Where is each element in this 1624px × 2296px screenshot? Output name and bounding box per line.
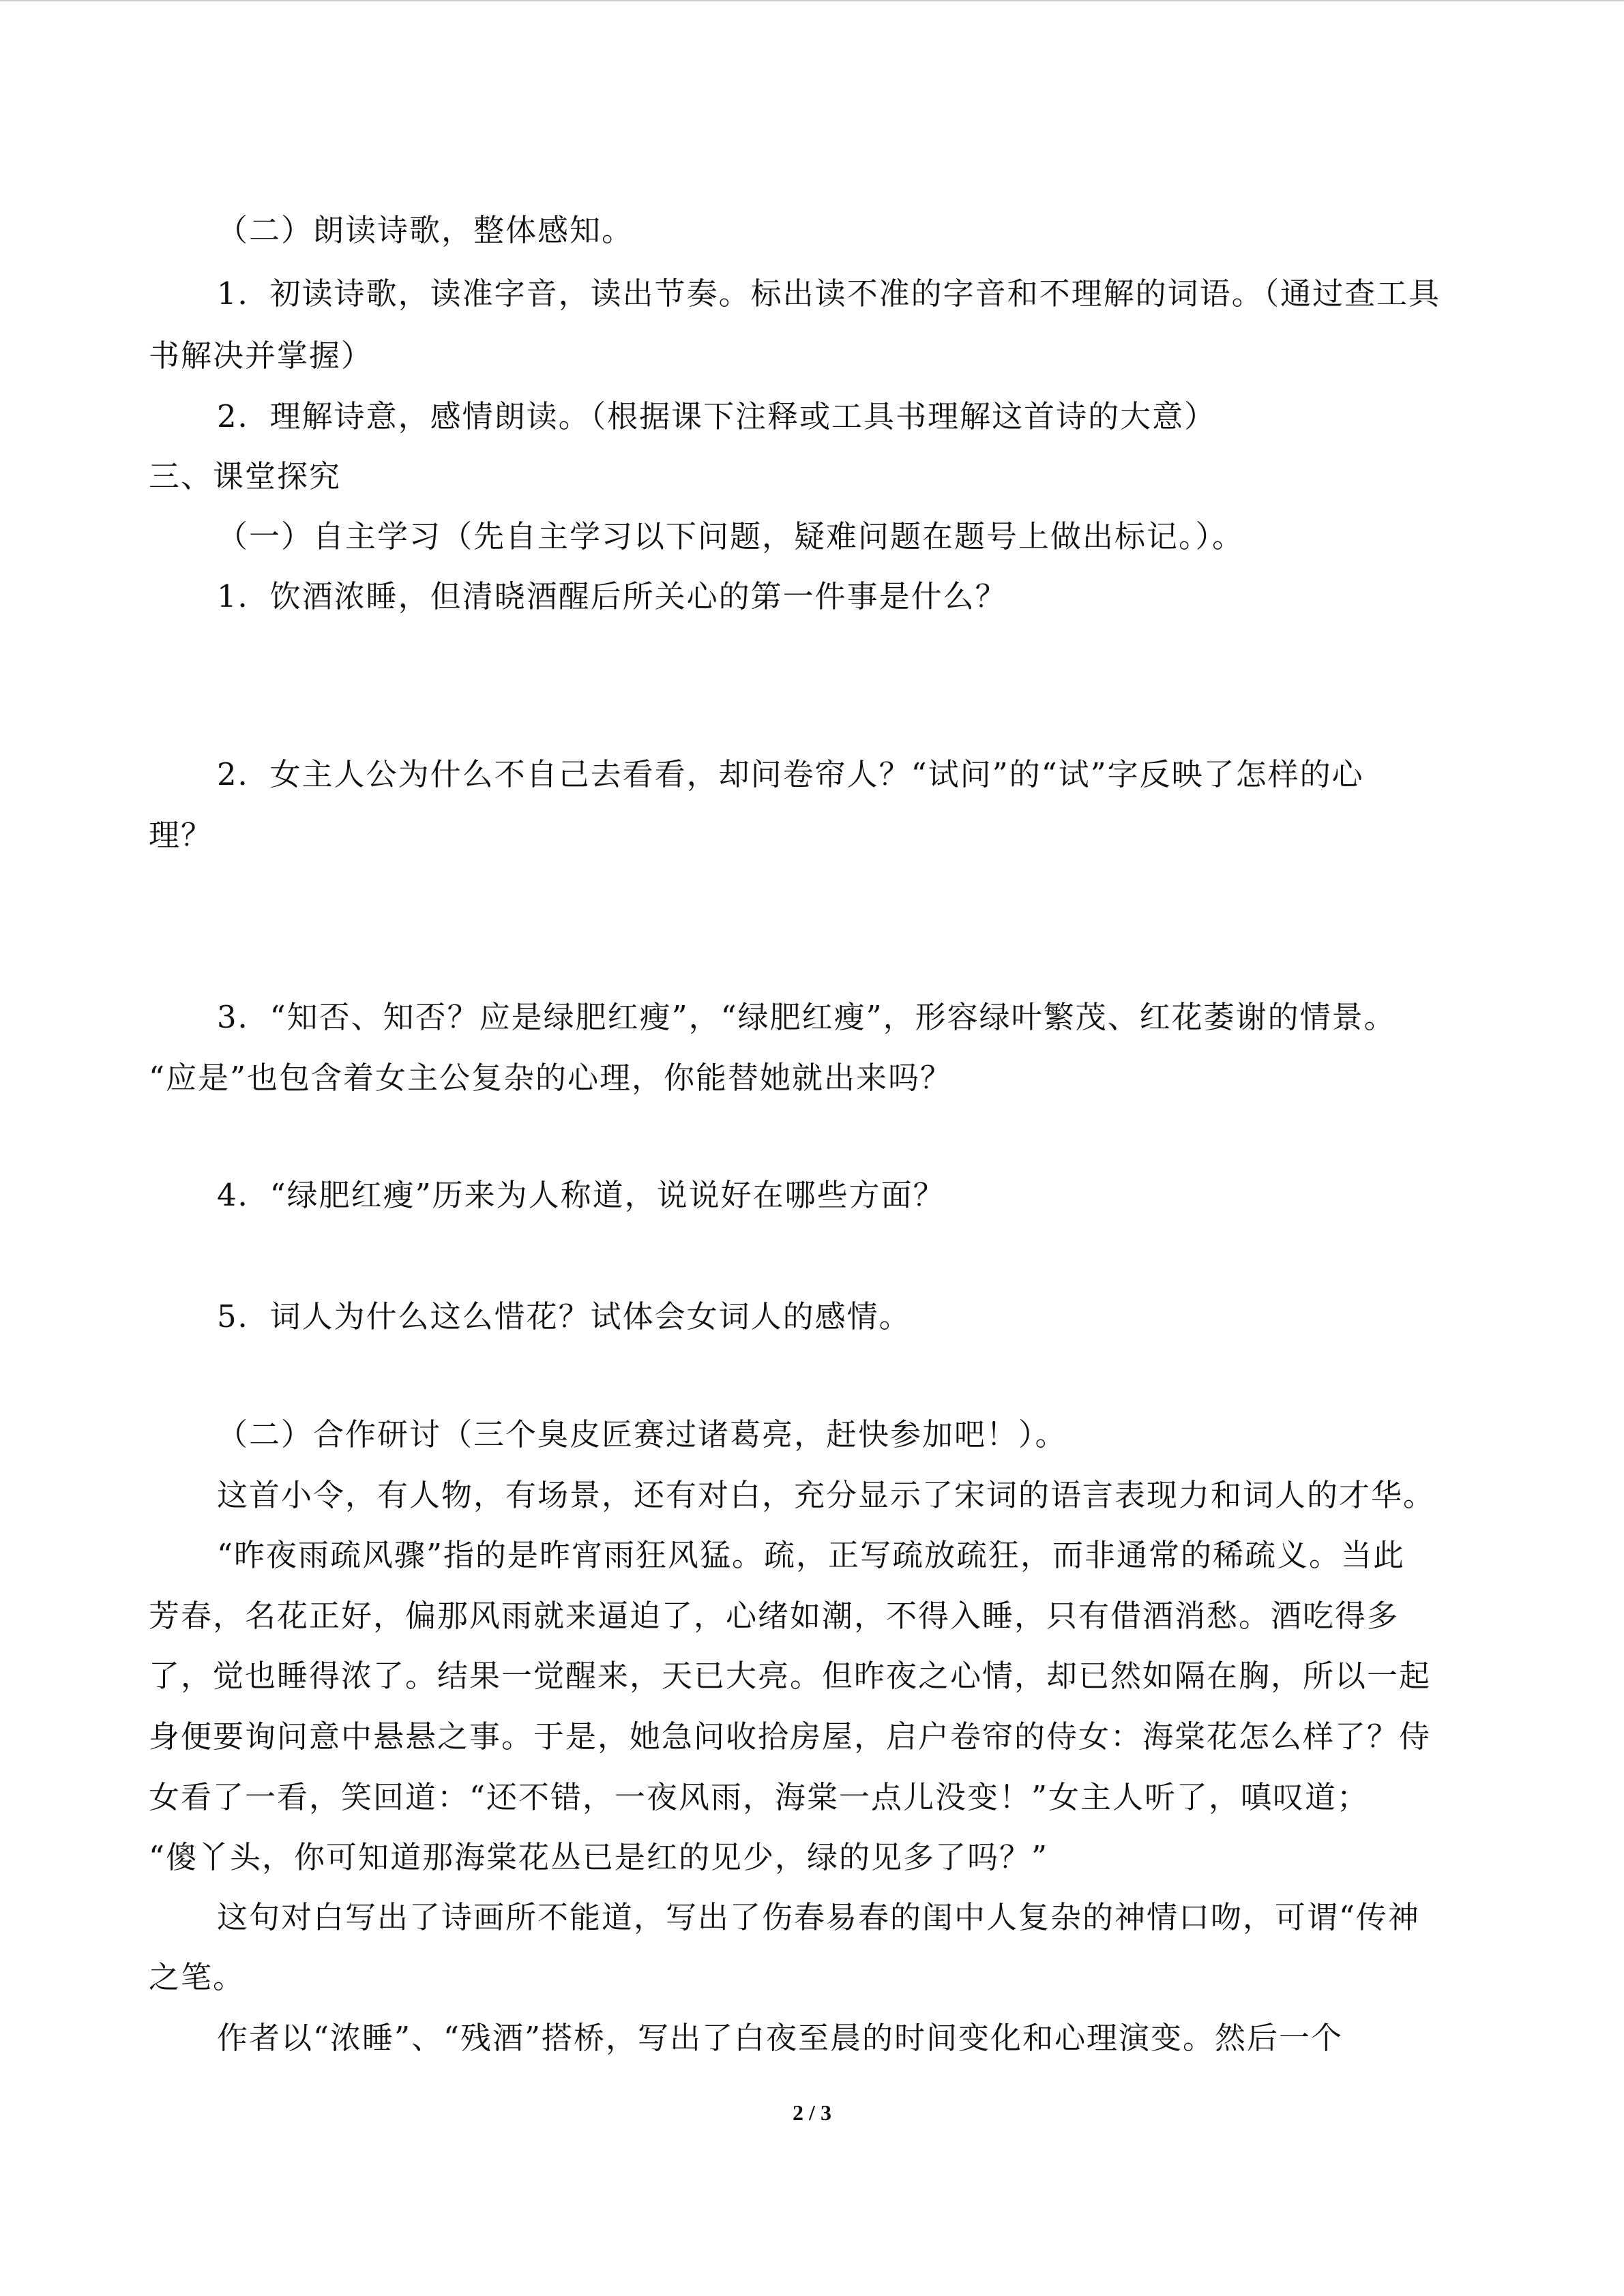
page-top-border xyxy=(0,0,1624,1)
cooperation-heading: （二）合作研讨（三个臭皮匠赛过诸葛亮，赶快参加吧！）。 xyxy=(217,1416,1067,1452)
paragraph-1: 这首小令，有人物，有场景，还有对白，充分显示了宋词的语言表现力和词人的才华。 xyxy=(217,1477,1436,1513)
paragraph-3-line1: 这句对白写出了诗画所不能道，写出了伤春易春的闺中人复杂的神情口吻，可谓“传神 xyxy=(217,1899,1421,1935)
paragraph-2-line1: “昨夜雨疏风骤”指的是昨宵雨狂风猛。疏，正写疏放疏狂，而非通常的稀疏义。当此 xyxy=(217,1537,1406,1573)
question-4: 4．“绿肥红瘦”历来为人称道，说说好在哪些方面？ xyxy=(217,1177,945,1213)
paragraph-4: 作者以“浓睡”、“残酒”搭桥，写出了白夜至晨的时间变化和心理演变。然后一个 xyxy=(217,2020,1344,2056)
question-2-line1: 2．女主人公为什么不自己去看看，却问卷帘人？“试问”的“试”字反映了怎样的心 xyxy=(217,756,1364,792)
question-3-line1: 3．“知否、知否？应是绿肥红瘦”，“绿肥红瘦”，形容绿叶繁茂、红花萎谢的情景。 xyxy=(217,999,1396,1035)
paragraph-2-line5: 女看了一看，笑回道：“还不错，一夜风雨，海棠一点儿没变！”女主人听了，嗔叹道； xyxy=(149,1779,1370,1815)
section3-title: 三、课堂探究 xyxy=(149,458,342,494)
question-1: 1．饮酒浓睡，但清晓酒醒后所关心的第一件事是什么？ xyxy=(217,578,1007,614)
question-5: 5．词人为什么这么惜花？试体会女词人的感情。 xyxy=(217,1298,911,1335)
paragraph-2-line4: 身便要询问意中悬悬之事。于是，她急问收拾房屋，启户卷帘的侍女：海棠花怎么样了？侍 xyxy=(149,1718,1432,1755)
section2-item1-line2: 书解决并掌握） xyxy=(149,338,374,374)
question-3-line2: “应是”也包含着女主公复杂的心理，你能替她就出来吗？ xyxy=(149,1060,953,1096)
paragraph-3-line2: 之笔。 xyxy=(149,1959,246,1995)
paragraph-2-line2: 芳春，名花正好，偏那风雨就来逼迫了，心绪如潮，不得入睡，只有借酒消愁。酒吃得多 xyxy=(149,1598,1400,1634)
section2-item1-line1: 1．初读诗歌，读准字音，读出节奏。标出读不准的字音和不理解的词语。（通过查工具 xyxy=(217,275,1441,312)
section2-item2: 2．理解诗意，感情朗读。（根据课下注释或工具书理解这首诗的大意） xyxy=(217,398,1217,434)
section2-heading: （二）朗读诗歌，整体感知。 xyxy=(217,212,634,248)
question-2-line2: 理？ xyxy=(149,817,213,853)
paragraph-2-line6: “傻丫头，你可知道那海棠花丛已是红的见少，绿的见多了吗？” xyxy=(149,1839,1049,1875)
page-number: 2 / 3 xyxy=(793,2100,831,2125)
paragraph-2-line3: 了，觉也睡得浓了。结果一觉醒来，天已大亮。但昨夜之心情，却已然如隔在胸，所以一起 xyxy=(149,1658,1432,1694)
self-study-heading: （一）自主学习（先自主学习以下问题，疑难问题在题号上做出标记。）。 xyxy=(217,518,1245,554)
